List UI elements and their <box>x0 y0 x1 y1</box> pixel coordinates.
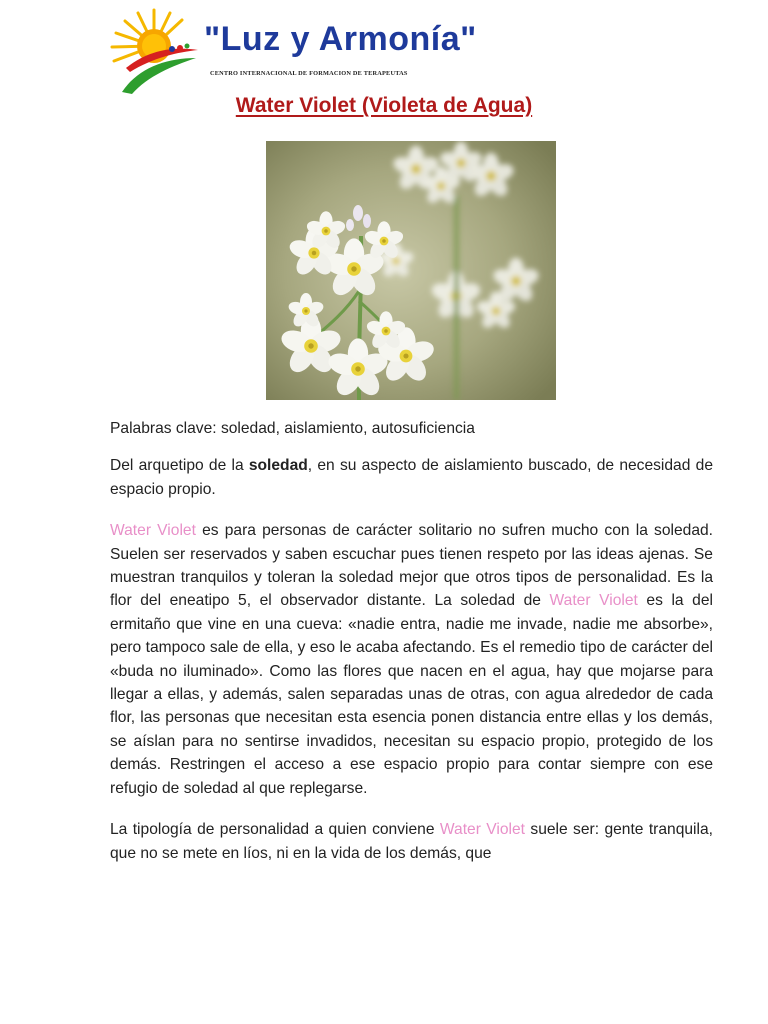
text-span: Del arquetipo de la <box>110 457 249 475</box>
paragraph-typology <box>110 818 713 865</box>
header <box>108 6 477 96</box>
bold-keyword: soledad <box>248 457 308 475</box>
brand-tagline: CENTRO INTERNACIONAL DE FORMACION DE TERAPEUTAS <box>210 70 408 77</box>
text-span: es para personas de carácter solitario no sufren mucho con la soledad. Suelen ser reservados y saben escuchar pues tienen respeto por las ideas ajenas. Se muestran tranquilos y toleran la soledad mejor que otros tipos de personalidad. Es la flor del eneatipo 5, el observador distante. La soledad de <box>110 522 713 610</box>
page-title: Water Violet (Violeta de Agua) <box>235 94 533 117</box>
remedy-name-highlight: Water Violet <box>110 522 196 540</box>
sun-logo-icon <box>108 6 208 96</box>
paragraph-description <box>110 519 713 800</box>
water-violet-photo <box>266 141 556 400</box>
text-span: , en su aspecto de aislamiento buscado, de necesidad de espacio propio. <box>110 457 713 498</box>
brand-name: "Luz y Armonía" <box>204 20 477 58</box>
text-span: suele ser: gente tranquila, que no se mete en líos, ni en la vida de los demás, que <box>110 821 713 862</box>
remedy-name-highlight: Water Violet <box>439 821 526 839</box>
remedy-name-highlight: Water Violet <box>549 592 638 610</box>
paragraph-archetype <box>110 454 713 501</box>
article-body <box>110 417 713 883</box>
text-span: es la del ermitaño que vine en una cueva: «nadie entra, nadie me invade, nadie me absorbe», pero tampoco sale de ella, y eso le acaba afectando. Es el remedio tipo de carácter del «buda no iluminado». Como las flores que nacen en el agua, hay que mojarse para llegar a ellas, y además, salen separadas unas de otras, con agua alrededor de cada flor, las personas que necesitan esta esencia ponen distancia entre ellas y los demás, se aíslan para no sentirse invadidos, necesitan su espacio propio, protegido de los demás. Restringen el acceso a ese espacio propio para contar siempre con ese refugio de soledad al que replegarse. <box>110 592 713 797</box>
text-span: La tipología de personalidad a quien conviene <box>110 821 440 839</box>
keywords-line: Palabras clave: soledad, aislamiento, autosuficiencia <box>110 420 475 437</box>
